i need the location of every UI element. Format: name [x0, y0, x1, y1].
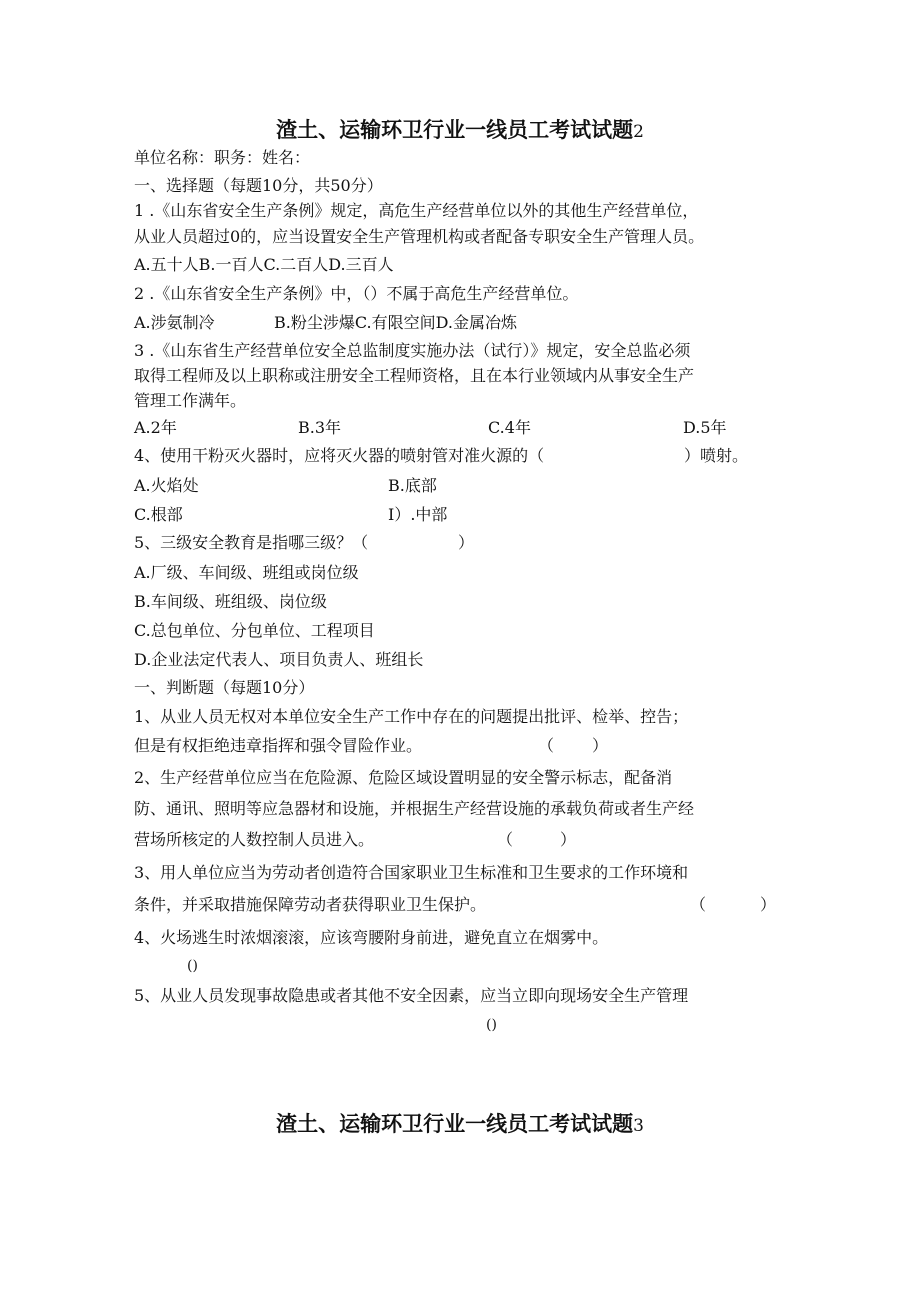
meta-line: 单位名称：职务：姓名：	[134, 148, 311, 167]
q4-option-a: A.火焰处	[134, 476, 199, 495]
j4-line1: 4、火场逃生时浓烟滚滚，应该弯腰附身前进，避免直立在烟雾中。	[134, 928, 609, 947]
q3-option-a: A.2年	[134, 418, 177, 437]
j5-paren: ()	[486, 1017, 497, 1033]
q1-line2: 从业人员超过0的，应当设置安全生产管理机构或者配备专职安全生产管理人员。	[134, 227, 705, 246]
q3-option-b: B.3年	[298, 418, 342, 437]
j2-line3: 营场所核定的人数控制人员进入。	[134, 830, 375, 849]
j3-paren-close: ）	[760, 895, 777, 914]
q3-line1: 3 .《山东省生产经营单位安全总监制度实施办法（试行）》规定，安全总监必须	[134, 341, 691, 360]
title-number: 2	[633, 122, 644, 142]
j2-line2: 防、通讯、照明等应急器材和设施，并根据生产经营设施的承载负荷或者生产经	[134, 799, 695, 818]
q4-option-d: I）.中部	[388, 505, 448, 524]
q5-option-c: C.总包单位、分包单位、工程项目	[134, 621, 375, 640]
q4-option-c: C.根部	[134, 505, 183, 524]
j5-line1: 5、从业人员发现事故隐患或者其他不安全因素，应当立即向现场安全生产管理	[134, 986, 689, 1005]
j3-line2: 条件，并采取措施保障劳动者获得职业卫生保护。	[134, 895, 487, 914]
q3-line3: 管理工作满年。	[134, 391, 247, 410]
title-text: 渣土、运输环卫行业一线员工考试试题	[276, 1112, 634, 1136]
j3-line1: 3、用人单位应当为劳动者创造符合国家职业卫生标准和卫生要求的工作环境和	[134, 863, 689, 882]
q4-line1: 4、使用干粉灭火器时，应将灭火器的喷射管对准火源的（	[134, 446, 545, 465]
q2-line1: 2 .《山东省安全生产条例》中，（）不属于高危生产经营单位。	[134, 284, 579, 303]
j1-paren-close: ）	[592, 736, 609, 755]
j2-paren-open: （	[497, 830, 514, 849]
q3-option-c: C.4年	[488, 418, 531, 437]
q5-line1-end: ）	[458, 533, 475, 552]
q1-line1: 1 .《山东省安全生产条例》规定，高危生产经营单位以外的其他生产经营单位，	[134, 201, 699, 220]
q2-options-bcd: B.粉尘涉爆C.有限空间D.金属冶炼	[274, 313, 517, 332]
q2-option-a: A.涉氨制冷	[134, 313, 215, 332]
j3-paren-open: （	[690, 895, 707, 914]
j1-line2: 但是有权拒绝违章指挥和强令冒险作业。	[134, 736, 423, 755]
j1-line1: 1、从业人员无权对本单位安全生产工作中存在的问题提出批评、检举、控告；	[134, 707, 689, 726]
j1-paren-open: （	[538, 736, 555, 755]
title-number: 3	[633, 1116, 644, 1136]
section-judge-heading: 一、判断题（每题10分）	[134, 678, 315, 697]
q5-option-b: B.车间级、班组级、岗位级	[134, 592, 327, 611]
q3-option-d: D.5年	[683, 418, 727, 437]
q5-option-d: D.企业法定代表人、项目负责人、班组长	[134, 650, 424, 669]
title-text: 渣土、运输环卫行业一线员工考试试题	[276, 118, 634, 142]
q4-option-b: B.底部	[388, 476, 437, 495]
q3-line2: 取得工程师及以上职称或注册安全工程师资格，且在本行业领域内从事安全生产	[134, 366, 695, 385]
j2-paren-close: ）	[560, 830, 577, 849]
exam-title-2	[0, 117, 920, 145]
q1-options: A.五十人B.一百人C.二百人D.三百人	[134, 255, 394, 274]
q5-line1: 5、三级安全教育是指哪三级？（	[134, 533, 369, 552]
q4-line1-end: ）喷射。	[684, 446, 749, 465]
j4-paren: ()	[187, 958, 198, 974]
j2-line1: 2、生产经营单位应当在危险源、危险区域设置明显的安全警示标志，配备消	[134, 768, 673, 787]
section-choice-heading: 一、选择题（每题10分，共50分）	[134, 176, 383, 195]
q5-option-a: A.厂级、车间级、班组或岗位级	[134, 563, 359, 582]
exam-title-3	[0, 1111, 920, 1139]
